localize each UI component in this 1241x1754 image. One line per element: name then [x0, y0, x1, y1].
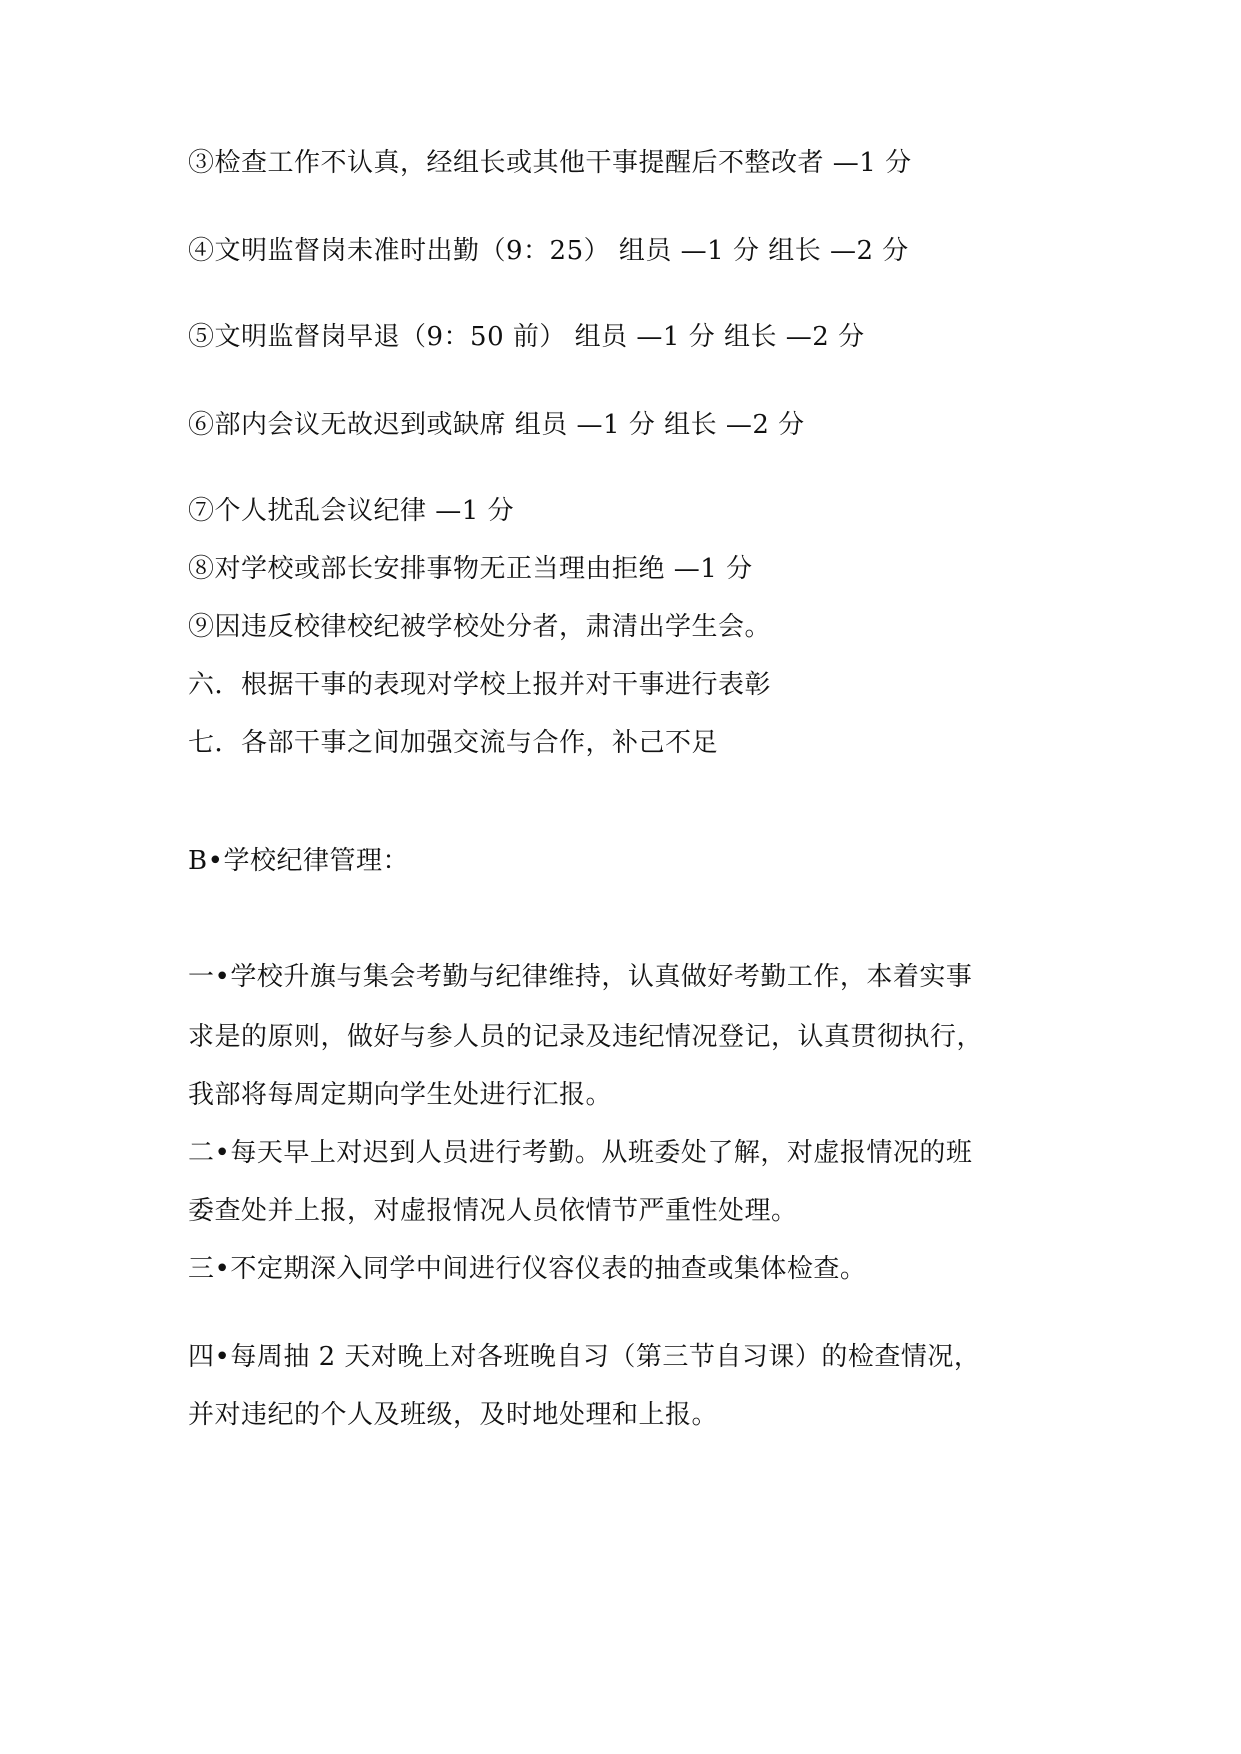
paragraph-three: 三•不定期深入同学中间进行仪容仪表的抽查或集体检查。 — [188, 1254, 867, 1284]
paragraph-two-line-2: 委查处并上报，对虚报情况人员依情节严重性处理。 — [188, 1196, 798, 1226]
section-heading-b: B•学校纪律管理： — [188, 846, 409, 876]
paragraph-one-line-2: 求是的原则，做好与参人员的记录及违纪情况登记，认真贯彻执行， — [188, 1022, 984, 1052]
rule-item-9: ⑨因违反校律校纪被学校处分者，肃清出学生会。 — [188, 612, 772, 642]
paragraph-four-line-2: 并对违纪的个人及班级，及时地处理和上报。 — [188, 1400, 719, 1430]
section-six: 六．根据干事的表现对学校上报并对干事进行表彰 — [188, 670, 772, 700]
rule-item-5: ⑤文明监督岗早退（9：50 前） 组员 —1 分 组长 —2 分 — [188, 322, 865, 352]
section-seven: 七．各部干事之间加强交流与合作，补己不足 — [188, 728, 719, 758]
paragraph-one-line-1: 一•学校升旗与集会考勤与纪律维持，认真做好考勤工作，本着实事 — [188, 962, 973, 992]
paragraph-one-line-3: 我部将每周定期向学生处进行汇报。 — [188, 1080, 613, 1110]
rule-item-6: ⑥部内会议无故迟到或缺席 组员 —1 分 组长 —2 分 — [188, 410, 805, 440]
rule-item-7: ⑦个人扰乱会议纪律 —1 分 — [188, 496, 515, 526]
rule-item-3: ③检查工作不认真，经组长或其他干事提醒后不整改者 —1 分 — [188, 148, 912, 178]
rule-item-4: ④文明监督岗未准时出勤（9：25） 组员 —1 分 组长 —2 分 — [188, 236, 909, 266]
paragraph-two-line-1: 二•每天早上对迟到人员进行考勤。从班委处了解，对虚报情况的班 — [188, 1138, 973, 1168]
paragraph-four-line-1: 四•每周抽 2 天对晚上对各班晚自习（第三节自习课）的检查情况， — [188, 1342, 981, 1372]
rule-item-8: ⑧对学校或部长安排事物无正当理由拒绝 —1 分 — [188, 554, 753, 584]
